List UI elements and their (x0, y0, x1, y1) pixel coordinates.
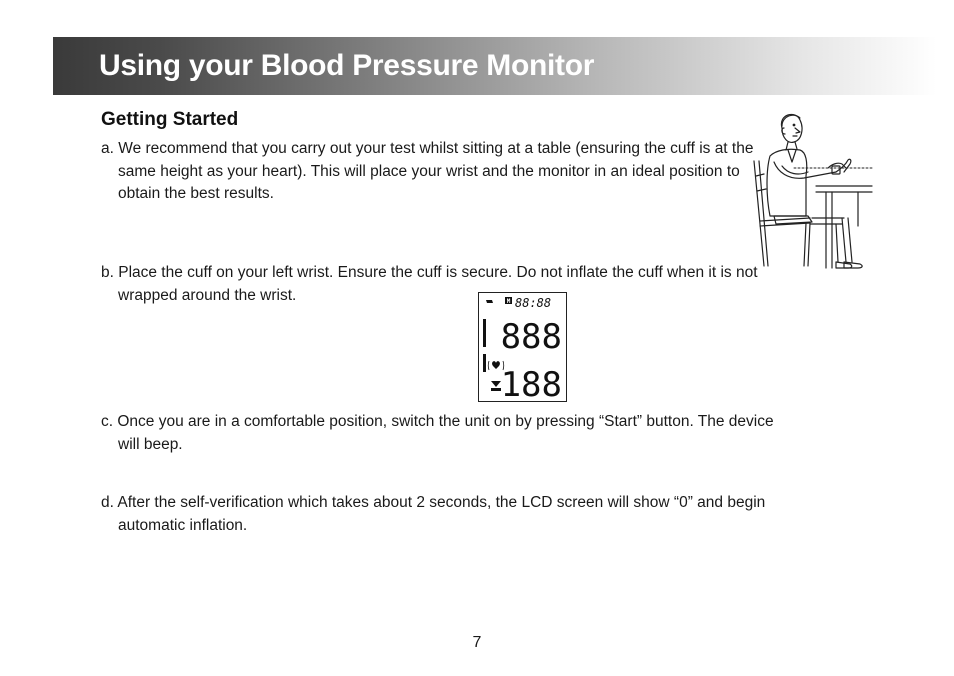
step-c-text: c. Once you are in a comfortable position, switch the unit on by pressing “Start” button. The device will beep. (101, 413, 774, 453)
section-heading: Getting Started (101, 109, 239, 130)
page-title: Using your Blood Pressure Monitor (99, 49, 595, 82)
memory-indicator: M (506, 298, 511, 305)
systolic-digits: 888 (500, 317, 562, 357)
title-banner (53, 37, 937, 95)
page-number: 7 (472, 634, 482, 651)
step-a-text: a. We recommend that you carry out your test whilst sitting at a table (ensuring the cuff is at the same height as your heart). This will place your wrist and the monitor in an ideal position to obtain the best results. (101, 140, 754, 202)
cuff-icon (486, 300, 493, 303)
diastolic-digits: 188 (500, 365, 562, 402)
step-d-text: d. After the self-verification which takes about 2 seconds, the LCD screen will show “0” and begin automatic inflation. (101, 494, 766, 534)
step-b-text: b. Place the cuff on your left wrist. Ensure the cuff is secure. Do not inflate the cuff when it is not wrapped around the wrist. (101, 264, 758, 304)
lcd-display-illustration (478, 292, 567, 402)
seated-person-illustration (748, 106, 874, 272)
time-readout: 88:88 (515, 296, 552, 310)
